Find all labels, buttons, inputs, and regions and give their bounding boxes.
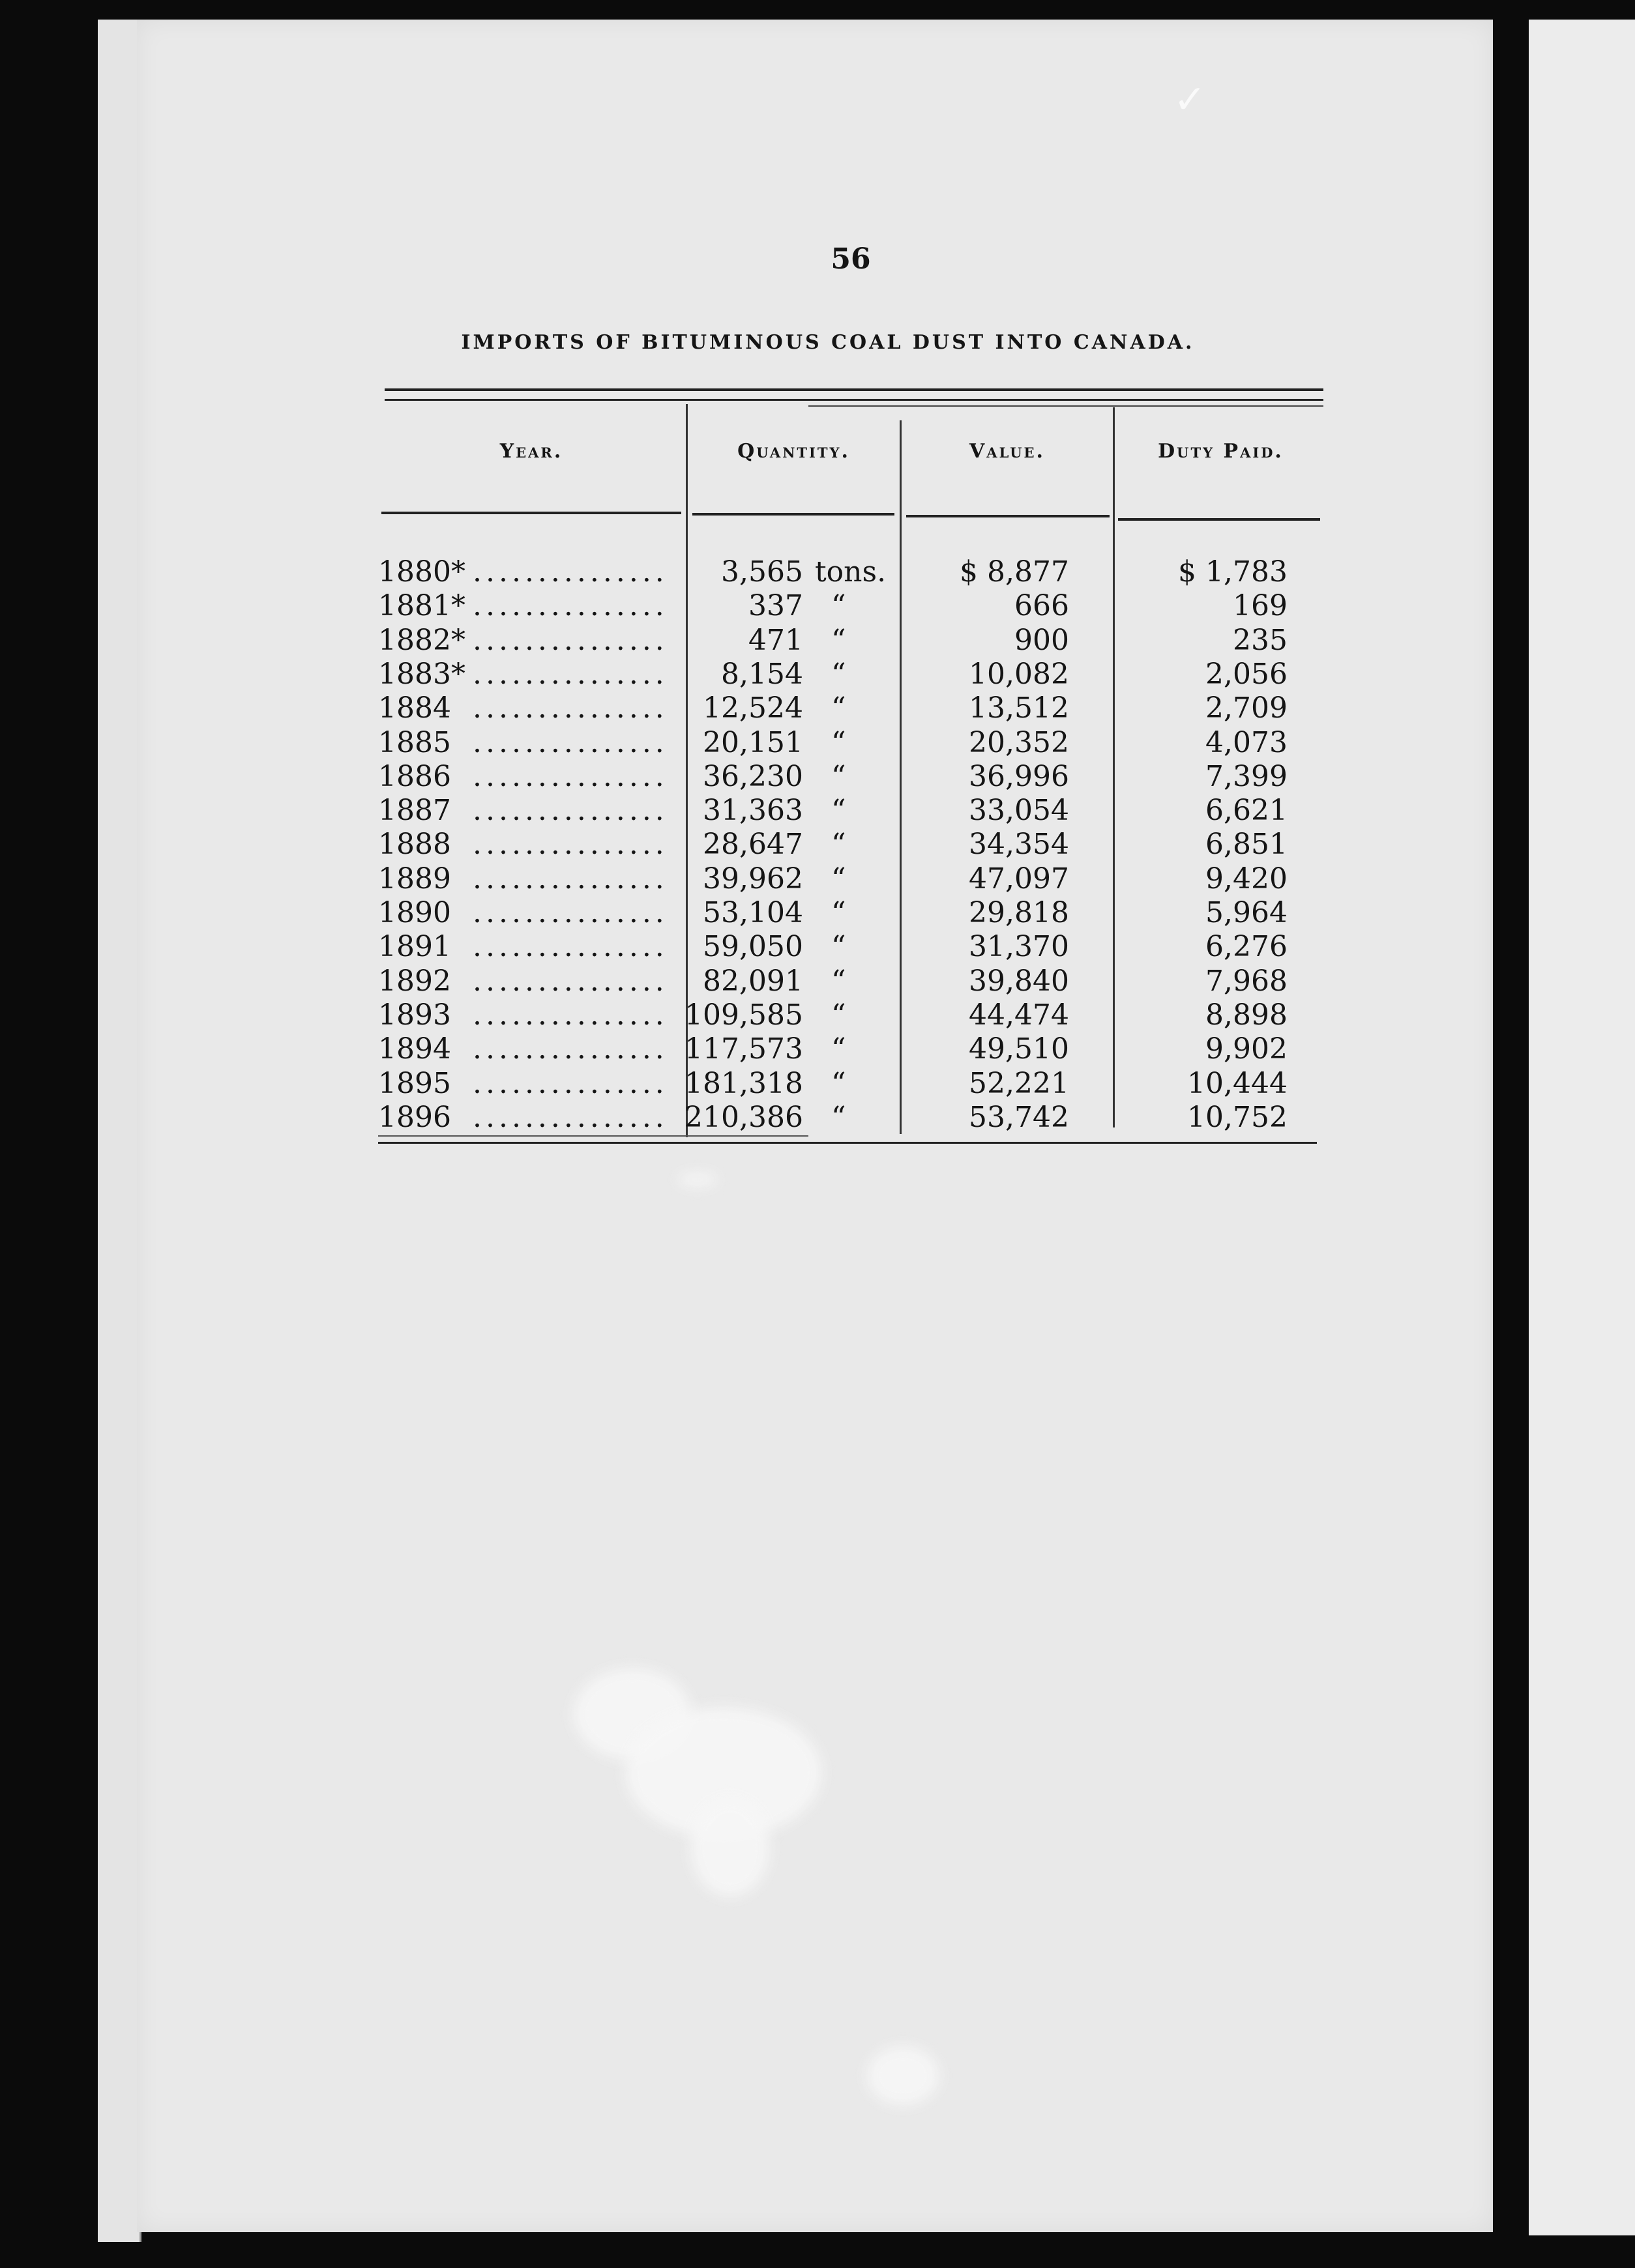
duty-paid-cell: 235 bbox=[1233, 624, 1288, 657]
leader-dots: ............... bbox=[473, 794, 668, 827]
header-year: Year. bbox=[499, 440, 563, 463]
table-bottom-rule-2 bbox=[378, 1135, 808, 1137]
table-row bbox=[0, 1101, 1635, 1135]
value-cell: 47,097 bbox=[969, 862, 1069, 895]
scan-blotch bbox=[867, 2046, 939, 2105]
unit-cell: “ bbox=[831, 998, 846, 1032]
unit-cell: “ bbox=[831, 658, 846, 691]
duty-paid-cell: 10,444 bbox=[1187, 1067, 1288, 1100]
year-cell: 1886 bbox=[378, 760, 451, 793]
quantity-cell: 36,230 bbox=[703, 760, 803, 793]
value-cell: 49,510 bbox=[969, 1032, 1069, 1066]
header-rule bbox=[1118, 518, 1320, 521]
unit-cell: tons. bbox=[815, 555, 887, 589]
unit-cell: “ bbox=[831, 862, 846, 895]
duty-paid-cell: $ 1,783 bbox=[1178, 555, 1288, 589]
header-quantity: Quantity. bbox=[737, 440, 850, 463]
leader-dots: ............... bbox=[473, 828, 668, 861]
year-cell: 1883* bbox=[378, 658, 465, 691]
quantity-cell: 337 bbox=[748, 589, 803, 622]
unit-cell: “ bbox=[831, 624, 846, 657]
table-row bbox=[0, 555, 1635, 589]
leader-dots: ............... bbox=[473, 760, 668, 793]
unit-cell: “ bbox=[831, 828, 846, 861]
quantity-cell: 109,585 bbox=[685, 998, 803, 1032]
quantity-cell: 3,565 bbox=[721, 555, 803, 589]
unit-cell: “ bbox=[831, 1067, 846, 1100]
quantity-cell: 12,524 bbox=[703, 691, 803, 725]
leader-dots: ............... bbox=[473, 691, 668, 725]
value-cell: 53,742 bbox=[969, 1101, 1069, 1134]
year-cell: 1888 bbox=[378, 828, 451, 861]
check-mark-icon: ✓ bbox=[1173, 77, 1207, 123]
leader-dots: ............... bbox=[473, 930, 668, 963]
scan-blotch bbox=[691, 1799, 769, 1897]
year-cell: 1881* bbox=[378, 589, 465, 622]
year-cell: 1889 bbox=[378, 862, 451, 895]
value-cell: 33,054 bbox=[969, 794, 1069, 827]
year-cell: 1893 bbox=[378, 998, 451, 1032]
value-cell: 666 bbox=[1014, 589, 1069, 622]
value-cell: $ 8,877 bbox=[960, 555, 1069, 589]
table-row bbox=[0, 589, 1635, 623]
unit-cell: “ bbox=[831, 794, 846, 827]
value-cell: 29,818 bbox=[969, 896, 1069, 929]
table-row bbox=[0, 794, 1635, 828]
duty-paid-cell: 7,399 bbox=[1205, 760, 1288, 793]
table-row bbox=[0, 624, 1635, 658]
table-top-rule-2 bbox=[385, 399, 1323, 401]
duty-paid-cell: 5,964 bbox=[1205, 896, 1288, 929]
table-row bbox=[0, 930, 1635, 964]
quantity-cell: 181,318 bbox=[685, 1067, 803, 1100]
table-row bbox=[0, 1067, 1635, 1101]
quantity-cell: 39,962 bbox=[703, 862, 803, 895]
unit-cell: “ bbox=[831, 1032, 846, 1066]
table-row bbox=[0, 965, 1635, 998]
value-cell: 31,370 bbox=[969, 930, 1069, 963]
duty-paid-cell: 6,851 bbox=[1205, 828, 1288, 861]
value-cell: 34,354 bbox=[969, 828, 1069, 861]
unit-cell: “ bbox=[831, 965, 846, 998]
year-cell: 1895 bbox=[378, 1067, 451, 1100]
duty-paid-cell: 2,709 bbox=[1205, 691, 1288, 725]
unit-cell: “ bbox=[831, 726, 846, 759]
year-cell: 1885 bbox=[378, 726, 451, 759]
leader-dots: ............... bbox=[473, 726, 668, 759]
duty-paid-cell: 6,621 bbox=[1205, 794, 1288, 827]
table-top-rule-3 bbox=[808, 405, 1323, 407]
year-cell: 1894 bbox=[378, 1032, 451, 1066]
scan-blotch bbox=[678, 1173, 717, 1186]
leader-dots: ............... bbox=[473, 658, 668, 691]
quantity-cell: 8,154 bbox=[721, 658, 803, 691]
quantity-cell: 210,386 bbox=[685, 1101, 803, 1134]
unit-cell: “ bbox=[831, 896, 846, 929]
quantity-cell: 31,363 bbox=[703, 794, 803, 827]
value-cell: 10,082 bbox=[969, 658, 1069, 691]
leader-dots: ............... bbox=[473, 1101, 668, 1134]
leader-dots: ............... bbox=[473, 589, 668, 622]
page-number: 56 bbox=[831, 242, 871, 276]
table-row bbox=[0, 862, 1635, 896]
leader-dots: ............... bbox=[473, 1067, 668, 1100]
quantity-cell: 117,573 bbox=[685, 1032, 803, 1066]
duty-paid-cell: 7,968 bbox=[1205, 965, 1288, 998]
year-cell: 1891 bbox=[378, 930, 451, 963]
quantity-cell: 471 bbox=[748, 624, 803, 657]
value-cell: 20,352 bbox=[969, 726, 1069, 759]
duty-paid-cell: 4,073 bbox=[1205, 726, 1288, 759]
unit-cell: “ bbox=[831, 930, 846, 963]
duty-paid-cell: 9,420 bbox=[1205, 862, 1288, 895]
value-cell: 36,996 bbox=[969, 760, 1069, 793]
leader-dots: ............... bbox=[473, 896, 668, 929]
duty-paid-cell: 10,752 bbox=[1187, 1101, 1288, 1134]
duty-paid-cell: 2,056 bbox=[1205, 658, 1288, 691]
value-cell: 52,221 bbox=[969, 1067, 1069, 1100]
header-rule bbox=[381, 512, 681, 514]
table-bottom-rule bbox=[378, 1142, 1317, 1144]
table-row bbox=[0, 998, 1635, 1032]
leader-dots: ............... bbox=[473, 862, 668, 895]
table-title: IMPORTS OF BITUMINOUS COAL DUST INTO CANADA. bbox=[461, 331, 1195, 354]
unit-cell: “ bbox=[831, 691, 846, 725]
leader-dots: ............... bbox=[473, 555, 668, 589]
table-row bbox=[0, 828, 1635, 862]
duty-paid-cell: 6,276 bbox=[1205, 930, 1288, 963]
table-top-rule bbox=[385, 388, 1323, 391]
leader-dots: ............... bbox=[473, 624, 668, 657]
quantity-cell: 28,647 bbox=[703, 828, 803, 861]
year-cell: 1880* bbox=[378, 555, 465, 589]
year-cell: 1884 bbox=[378, 691, 451, 725]
table-row bbox=[0, 691, 1635, 725]
duty-paid-cell: 8,898 bbox=[1205, 998, 1288, 1032]
value-cell: 44,474 bbox=[969, 998, 1069, 1032]
table-row bbox=[0, 726, 1635, 760]
header-duty-paid: Duty Paid. bbox=[1158, 440, 1284, 463]
value-cell: 900 bbox=[1014, 624, 1069, 657]
unit-cell: “ bbox=[831, 589, 846, 622]
unit-cell: “ bbox=[831, 1101, 846, 1134]
value-cell: 13,512 bbox=[969, 691, 1069, 725]
unit-cell: “ bbox=[831, 760, 846, 793]
leader-dots: ............... bbox=[473, 965, 668, 998]
year-cell: 1887 bbox=[378, 794, 451, 827]
duty-paid-cell: 169 bbox=[1233, 589, 1288, 622]
quantity-cell: 53,104 bbox=[703, 896, 803, 929]
year-cell: 1896 bbox=[378, 1101, 451, 1134]
year-cell: 1882* bbox=[378, 624, 465, 657]
table-row bbox=[0, 760, 1635, 794]
table-row bbox=[0, 1032, 1635, 1066]
duty-paid-cell: 9,902 bbox=[1205, 1032, 1288, 1066]
quantity-cell: 20,151 bbox=[703, 726, 803, 759]
leader-dots: ............... bbox=[473, 1032, 668, 1066]
table-row bbox=[0, 658, 1635, 691]
year-cell: 1890 bbox=[378, 896, 451, 929]
quantity-cell: 82,091 bbox=[703, 965, 803, 998]
header-value: Value. bbox=[969, 440, 1045, 463]
quantity-cell: 59,050 bbox=[703, 930, 803, 963]
header-rule bbox=[692, 513, 894, 516]
leader-dots: ............... bbox=[473, 998, 668, 1032]
value-cell: 39,840 bbox=[969, 965, 1069, 998]
header-rule bbox=[906, 515, 1110, 517]
year-cell: 1892 bbox=[378, 965, 451, 998]
table-row bbox=[0, 896, 1635, 930]
